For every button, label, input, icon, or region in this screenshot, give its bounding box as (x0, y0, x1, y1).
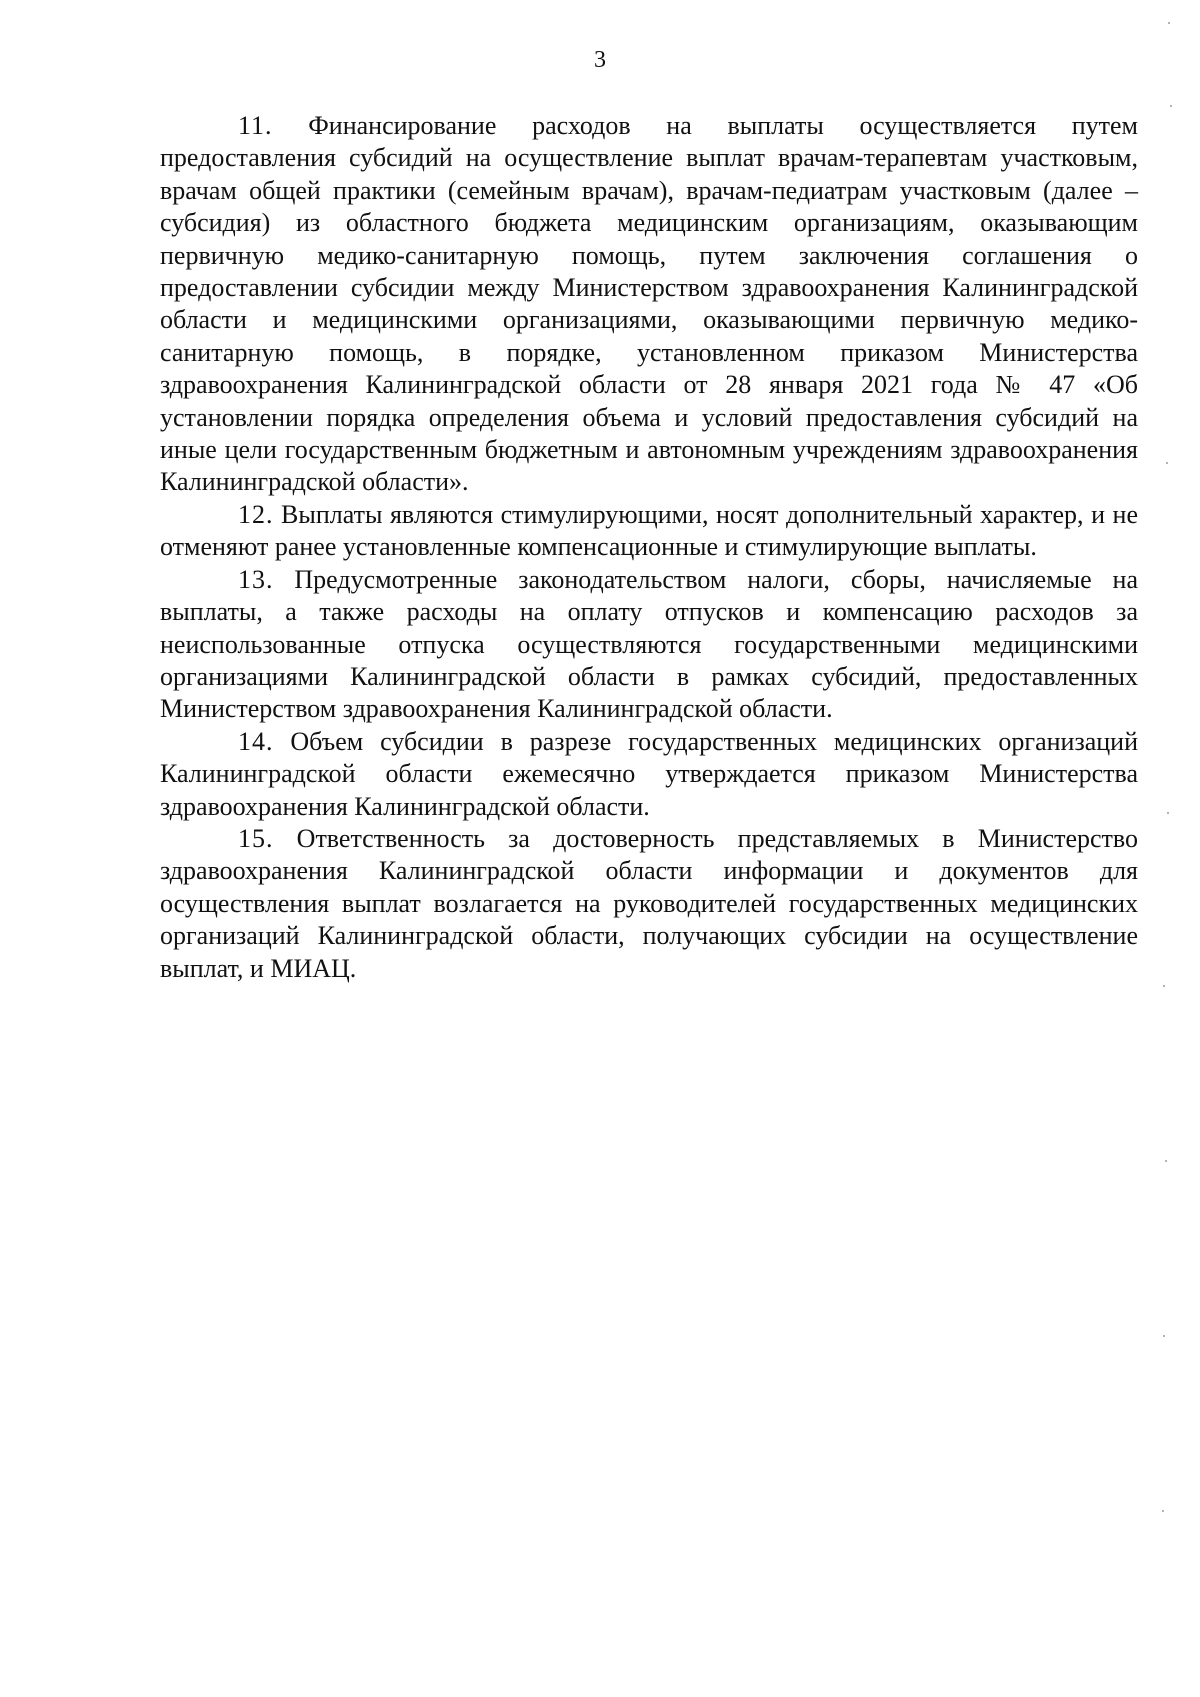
page-number: 3 (594, 47, 606, 73)
paragraph-11 (160, 110, 1138, 499)
paragraph-text: Ответственность за достоверность представляемых в Министерство здравоохранения Калининградской области информации и документов для осуществления выплат возлагается на руководителей государственных медицинских организаций Калининградской области, получающих субсидии на осуществление выплат, и МИАЦ. (160, 823, 1139, 983)
paragraph-text: Финансирование расходов на выплаты осуществляется путем предоставления субсидий на осуществление выплат врачам-терапевтам участковым, врачам общей практики (семейным врачам), врачам-педиатрам участковым (далее – субсидия) из областного бюджета медицинским организациям, оказывающим первичную медико-санитарную помощь, путем заключения соглашения о предоставлении субсидии между Министерством здравоохранения Калининградской области и медицинскими организациями, оказывающими первичную медико-санитарную помощь, в порядке, установленном приказом Министерства здравоохранения Калининградской области от 28 января 2021 года № 47 «Об установлении порядка определения объема и условий предоставления субсидий на иные цели государственным бюджетным и автономным учреждениям здравоохранения Калининградской области». (160, 111, 1139, 497)
paragraph-text: Объем субсидии в разрезе государственных медицинских организаций Калининградской области ежемесячно утверждается приказом Министерства здравоохранения Калининградской области. (160, 726, 1138, 821)
paragraph-12 (160, 499, 1138, 564)
scan-speck (1167, 812, 1169, 814)
paragraph-text: Предусмотренные законодательством налоги, сборы, начисляемые на выплаты, а также расходы на оплату отпусков и компенсацию расходов за неиспользованные отпуска осуществляются государственными медицинскими организациями Калининградской области в рамках субсидий, предоставленных Министерством здравоохранения Калининградской области. (160, 564, 1139, 724)
paragraph-number: 12. (238, 499, 274, 529)
scan-speck (1163, 1335, 1165, 1337)
scan-speck (1166, 462, 1168, 464)
document-body (160, 110, 1138, 985)
scan-speck (1165, 1160, 1167, 1162)
paragraph-15 (160, 823, 1138, 985)
scan-speck (1168, 22, 1170, 24)
scan-speck (1170, 105, 1172, 107)
paragraph-number: 15. (238, 823, 274, 853)
paragraph-number: 13. (238, 564, 274, 594)
paragraph-13 (160, 564, 1138, 726)
paragraph-number: 11. (238, 111, 273, 140)
paragraph-text: Выплаты являются стимулирующими, носят дополнительный характер, и не отменяют ранее установленные компенсационные и стимулирующие выплаты. (160, 499, 1138, 562)
scan-speck (1162, 1510, 1164, 1512)
paragraph-number: 14. (238, 726, 274, 756)
scan-speck (1163, 985, 1165, 987)
paragraph-14 (160, 726, 1138, 823)
